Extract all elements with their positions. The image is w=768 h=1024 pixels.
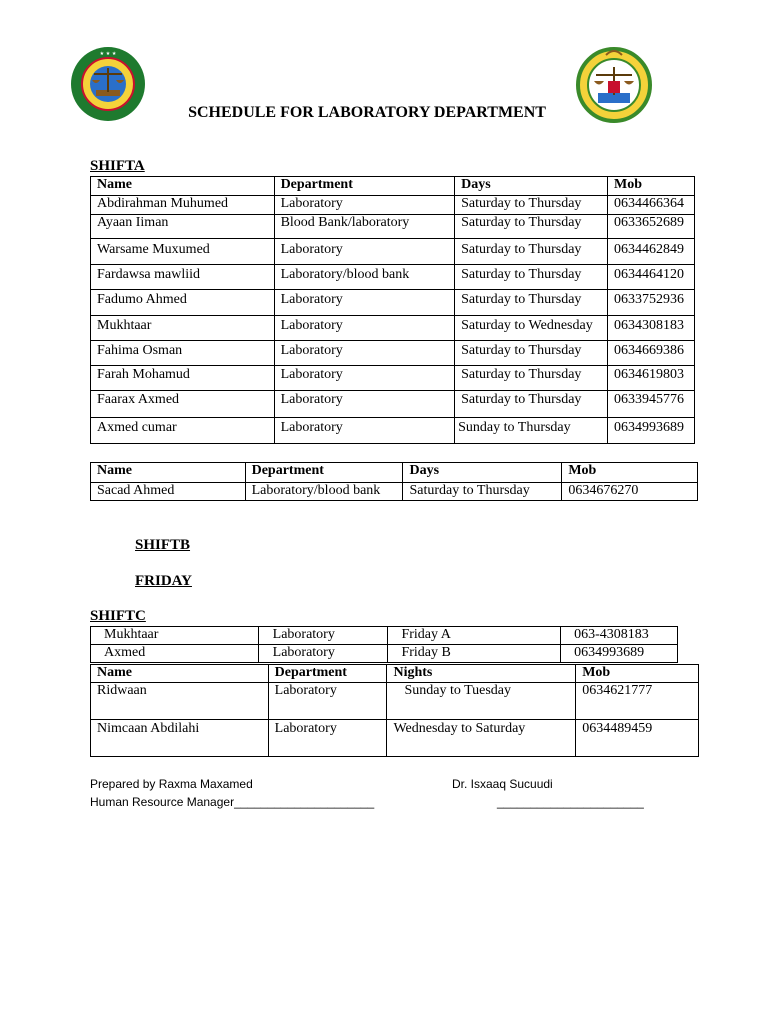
cell-days: Saturday to Thursday: [403, 483, 562, 501]
table-row: [91, 483, 698, 501]
table-row: [91, 645, 678, 663]
table-row: [91, 290, 695, 316]
cell-name: Sacad Ahmed: [91, 483, 246, 501]
cell-name: Axmed cumar: [91, 418, 275, 444]
header-name: Name: [91, 463, 246, 483]
shift-a-extra-table: [90, 462, 698, 501]
header-mob: Mob: [576, 665, 699, 683]
cell-mob: 0634308183: [608, 316, 695, 341]
header-department: Department: [274, 177, 455, 196]
cell-days: Saturday to Thursday: [455, 215, 608, 239]
cell-department: Laboratory: [258, 627, 388, 645]
cell-department: Laboratory: [268, 683, 387, 720]
cell-day: Friday A: [388, 627, 561, 645]
table-row: [91, 720, 699, 757]
friday-table: [90, 626, 678, 663]
shift-a-table: [90, 176, 695, 444]
cell-mob: 0633945776: [608, 391, 695, 418]
doctor-name: Dr. Isxaaq Sucuudi: [452, 777, 553, 791]
cell-mob: 0633652689: [608, 215, 695, 239]
table-row: [91, 265, 695, 290]
cell-name: Mukhtaar: [91, 627, 259, 645]
cell-mob: 0634676270: [562, 483, 698, 501]
cell-name: Nimcaan Abdilahi: [91, 720, 269, 757]
table-row: [91, 366, 695, 391]
cell-nights: Sunday to Tuesday: [387, 683, 576, 720]
cell-mob: 0634462849: [608, 239, 695, 265]
header-nights: Nights: [387, 665, 576, 683]
cell-name: Ayaan Iiman: [91, 215, 275, 239]
cell-department: Laboratory: [274, 316, 455, 341]
cell-name: Fahima Osman: [91, 341, 275, 366]
header-days: Days: [403, 463, 562, 483]
table-row: [91, 683, 699, 720]
doctor-signature-line: ______________________: [497, 795, 644, 809]
cell-department: Laboratory: [274, 239, 455, 265]
header-department: Department: [245, 463, 403, 483]
cell-department: Blood Bank/laboratory: [274, 215, 455, 239]
cell-department: Laboratory: [274, 391, 455, 418]
cell-days: Saturday to Thursday: [455, 290, 608, 316]
cell-department: Laboratory: [274, 196, 455, 215]
table-row: [91, 341, 695, 366]
cell-mob: 0633752936: [608, 290, 695, 316]
cell-mob: 0634669386: [608, 341, 695, 366]
cell-name: Fadumo Ahmed: [91, 290, 275, 316]
cell-days: Saturday to Wednesday: [455, 316, 608, 341]
cell-name: Farah Mohamud: [91, 366, 275, 391]
table-header-row: [91, 463, 698, 483]
cell-days: Saturday to Thursday: [455, 341, 608, 366]
header-mob: Mob: [608, 177, 695, 196]
table-row: [91, 627, 678, 645]
cell-days: Sunday to Thursday: [455, 418, 608, 444]
cell-nights: Wednesday to Saturday: [387, 720, 576, 757]
cell-days: Saturday to Thursday: [455, 366, 608, 391]
table-row: [91, 196, 695, 215]
cell-mob: 0634619803: [608, 366, 695, 391]
cell-name: Abdirahman Muhumed: [91, 196, 275, 215]
cell-mob: 0634489459: [576, 720, 699, 757]
cell-mob: 0634466364: [608, 196, 695, 215]
header-name: Name: [91, 665, 269, 683]
document-title: SCHEDULE FOR LABORATORY DEPARTMENT: [188, 104, 546, 121]
header-mob: Mob: [562, 463, 698, 483]
friday-heading: FRIDAY: [135, 573, 192, 589]
cell-name: Warsame Muxumed: [91, 239, 275, 265]
table-row: [91, 418, 695, 444]
shift-c-table: [90, 664, 699, 757]
header-name: Name: [91, 177, 275, 196]
cell-name: Axmed: [91, 645, 259, 663]
cell-mob: 063-4308183: [561, 627, 678, 645]
cell-name: Mukhtaar: [91, 316, 275, 341]
table-header-row: [91, 665, 699, 683]
shift-a-heading: SHIFTA: [90, 158, 145, 174]
prepared-by: Prepared by Raxma Maxamed: [90, 777, 253, 791]
table-row: [91, 239, 695, 265]
cell-department: Laboratory/blood bank: [245, 483, 403, 501]
cell-days: Saturday to Thursday: [455, 391, 608, 418]
header-department: Department: [268, 665, 387, 683]
table-header-row: [91, 177, 695, 196]
cell-day: Friday B: [388, 645, 561, 663]
table-row: [91, 391, 695, 418]
cell-days: Saturday to Thursday: [455, 265, 608, 290]
cell-name: Faarax Axmed: [91, 391, 275, 418]
cell-department: Laboratory: [258, 645, 388, 663]
cell-department: Laboratory: [274, 341, 455, 366]
shift-c-heading: SHIFTC: [90, 608, 146, 624]
cell-mob: 0634621777: [576, 683, 699, 720]
cell-name: Fardawsa mawliid: [91, 265, 275, 290]
cell-mob: 0634993689: [608, 418, 695, 444]
cell-days: Saturday to Thursday: [455, 239, 608, 265]
cell-name: Ridwaan: [91, 683, 269, 720]
cell-department: Laboratory: [268, 720, 387, 757]
cell-department: Laboratory: [274, 366, 455, 391]
header-days: Days: [455, 177, 608, 196]
table-row: [91, 215, 695, 239]
cell-mob: 0634993689: [561, 645, 678, 663]
cell-department: Laboratory/blood bank: [274, 265, 455, 290]
cell-days: Saturday to Thursday: [455, 196, 608, 215]
cell-department: Laboratory: [274, 290, 455, 316]
svg-text:★ ★ ★: ★ ★ ★: [99, 51, 117, 57]
shift-b-heading: SHIFTB: [135, 537, 191, 553]
table-row: [91, 316, 695, 341]
cell-mob: 0634464120: [608, 265, 695, 290]
cell-department: Laboratory: [274, 418, 455, 444]
hr-manager-signature-line: Human Resource Manager_____________________: [90, 795, 375, 809]
